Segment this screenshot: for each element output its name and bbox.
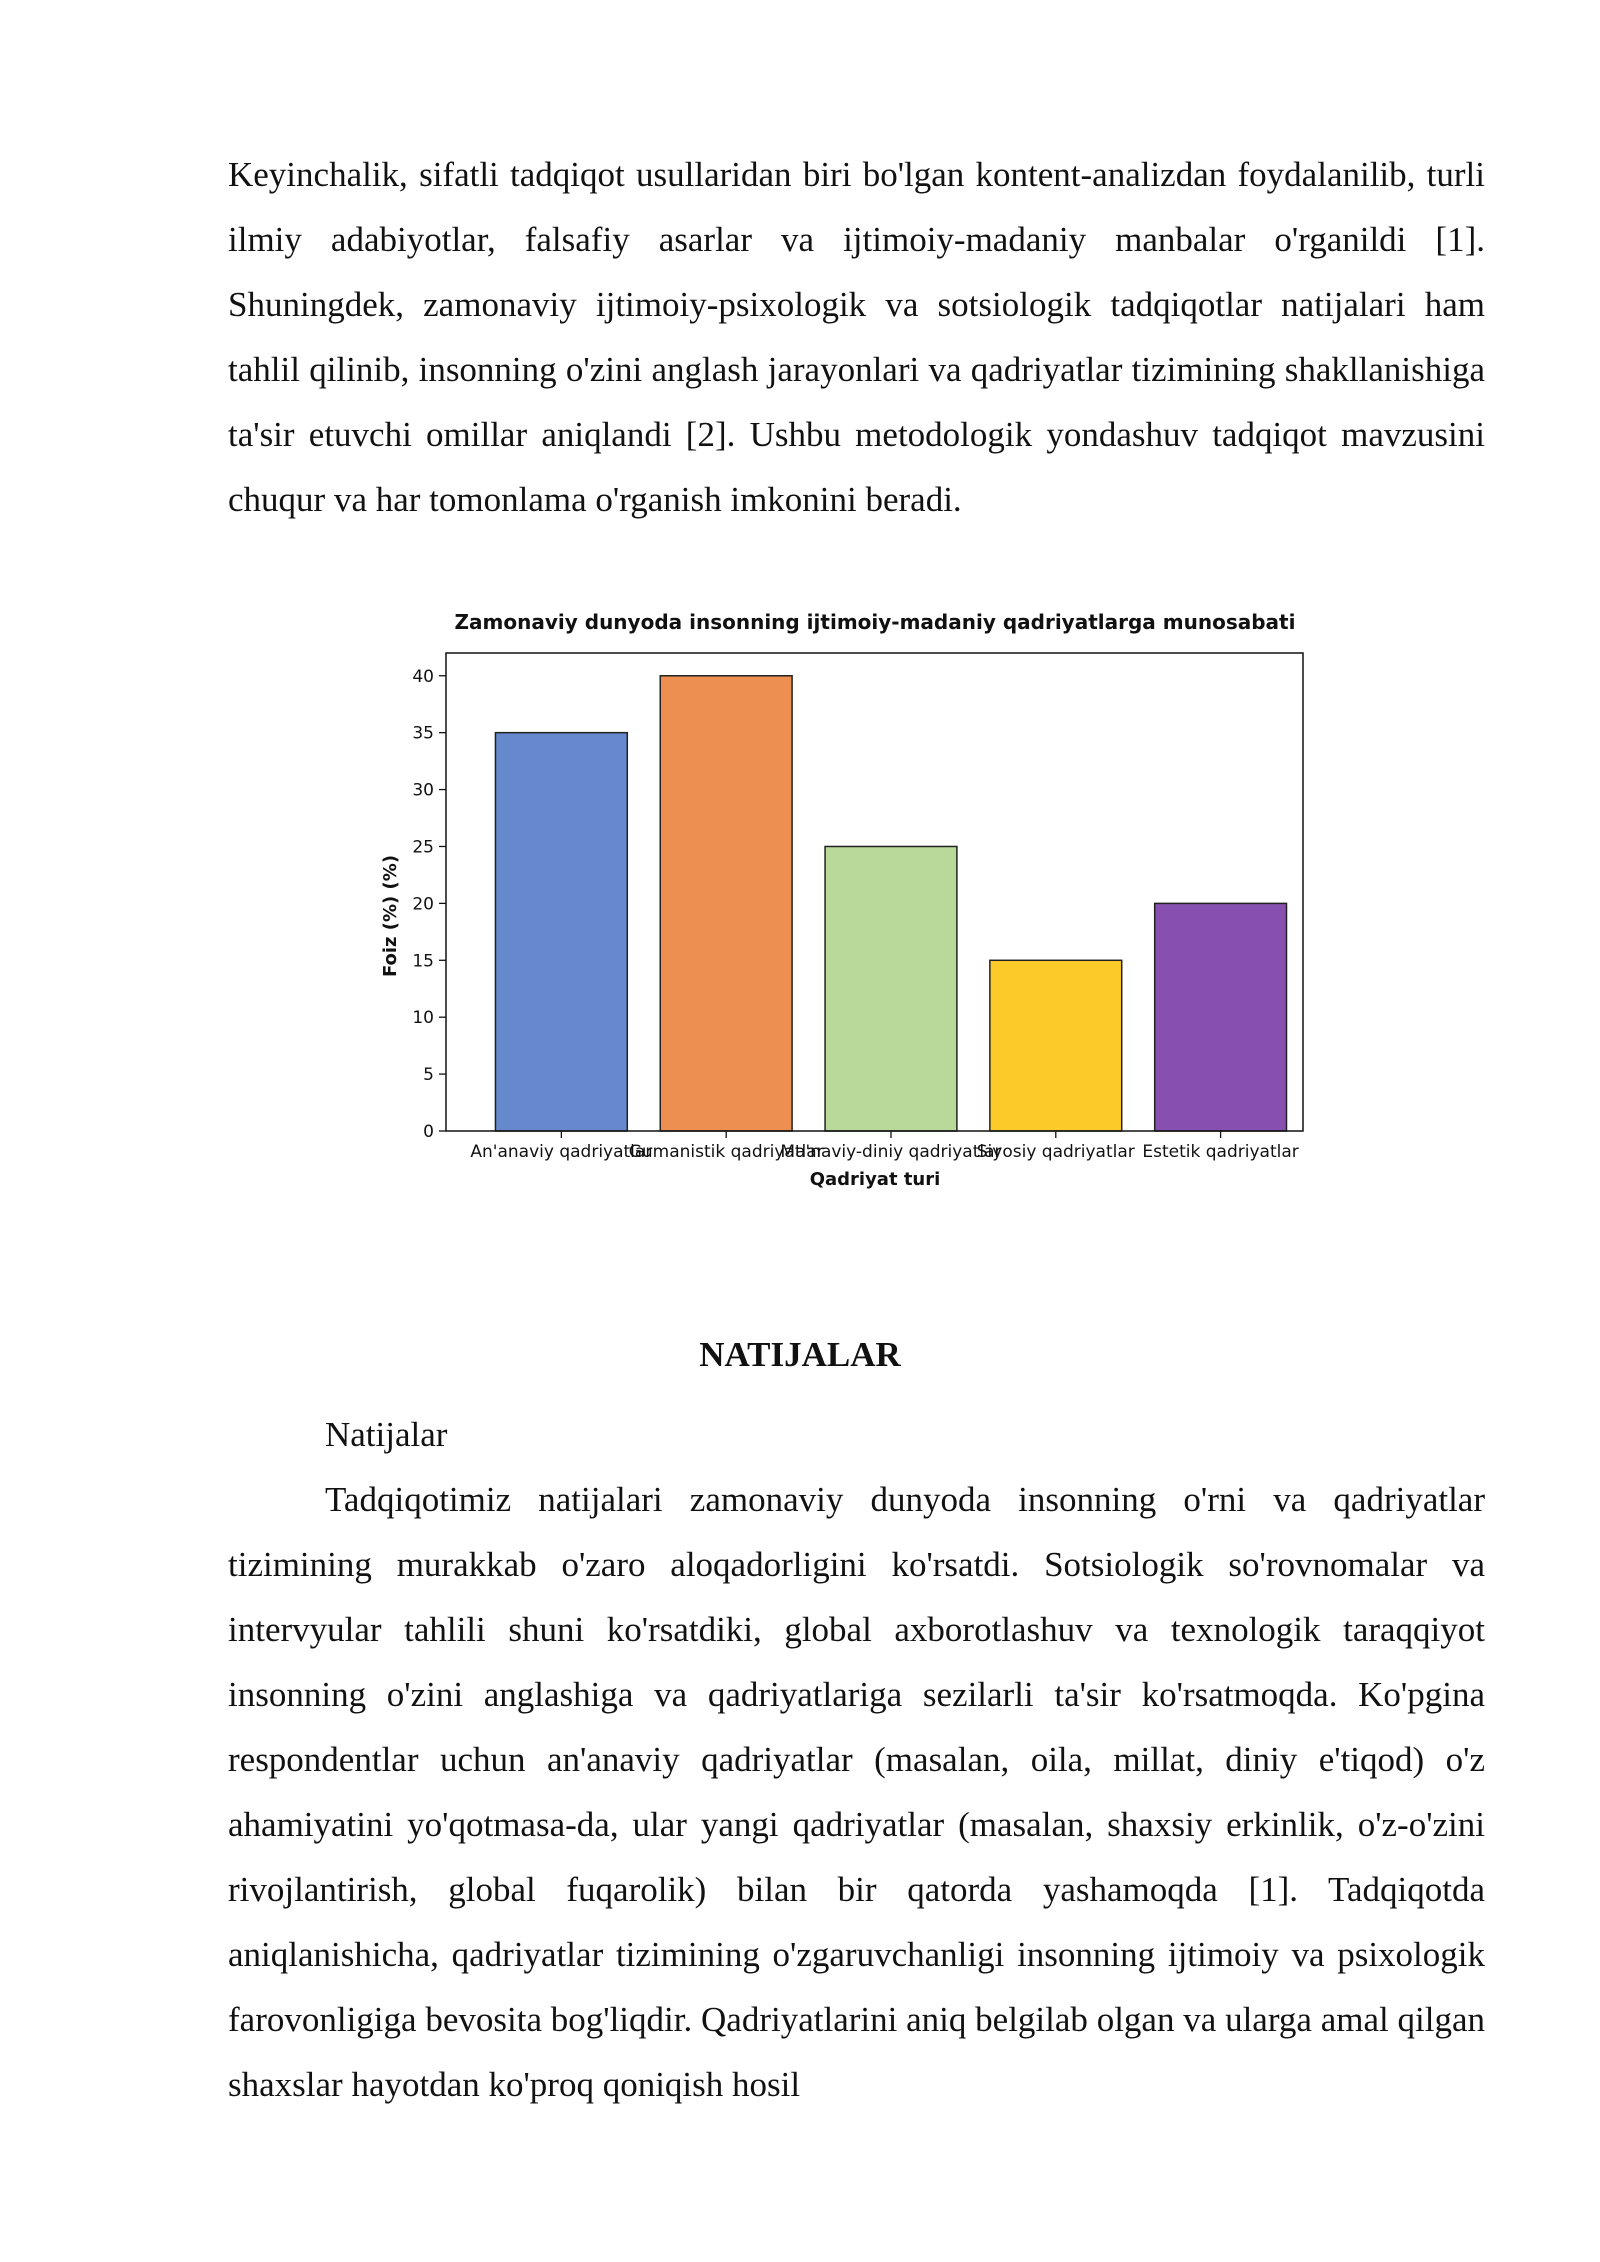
x-tick-label: Gumanistik qadriyatlar [628,1142,824,1162]
bar-0 [495,733,627,1131]
plot-area [412,653,1303,1162]
y-tick-label: 15 [412,951,434,972]
y-tick-label: 40 [412,666,434,687]
y-tick-label: 35 [412,723,434,744]
x-tick-label: Estetik qadriyatlar [1142,1142,1299,1162]
section-heading: NATIJALAR [699,1335,901,1374]
y-tick-label: 5 [423,1065,434,1086]
chart-title: Zamonaviy dunyoda insonning ijtimoiy-madaniy qadriyatlarga munosabati [454,610,1296,634]
bar-2 [825,846,957,1131]
y-tick-label: 25 [412,837,434,858]
bar-3 [990,960,1122,1131]
y-tick-label: 30 [412,780,434,801]
y-tick-label: 20 [412,894,434,915]
y-tick-label: 0 [423,1122,434,1142]
x-axis-label: Qadriyat turi [809,1169,941,1190]
bar-4 [1155,903,1287,1131]
results-paragraph: Tadqiqotimiz natijalari zamonaviy dunyoda insonning o'rni va qadriyatlar tizimining murakkab o'zaro aloqadorligini ko'rsatdi. Sotsiologik so'rovnomalar va intervyular tahlili shuni ko'rsatdiki, global axborotlashuv va texnologik taraqqiyot insonning o'zini anglashiga va qadriyatlariga sezilarli ta'sir ko'rsatmoqda. Ko'pgina respondentlar uchun an'anaviy qadriyatlar (masalan, oila, millat, diniy e'tiqod) o'z ahamiyatini yo'qotmasa-da, ular yangi qadriyatlar (masalan, shaxsiy erkinlik, o'z-o'zini rivojlantirish, global fuqarolik) bilan bir qatorda yashamoqda [1]. Tadqiqotda aniqlanishicha, qadriyatlar tizimining o'zgaruvchanligi insonning ijtimoiy va psixologik farovonligiga bevosita bog'liqdir. Qadriyatlarini aniq belgilab olgan va ularga amal qilgan shaxslar hayotdan ko'proq qoniqish hosil [228,1480,1485,2104]
intro-paragraph: Keyinchalik, sifatli tadqiqot usullaridan biri bo'lgan kontent-analizdan foydalanilib, turli ilmiy adabiyotlar, falsafiy asarlar va ijtimoiy-madaniy manbalar o'rganildi [1]. Shuningdek, zamonaviy ijtimoiy-psixologik va sotsiologik tadqiqotlar natijalari ham tahlil qilinib, insonning o'zini anglash jarayonlari va qadriyatlar tizimining shakllanishiga ta'sir etuvchi omillar aniqlandi [2]. Ushbu metodologik yondashuv tadqiqot mavzusini chuqur va har tomonlama o'rganish imkonini beradi. [228,155,1485,519]
bar-chart [370,605,1330,1205]
section-subheading: Natijalar [325,1415,448,1454]
x-tick-label: Ma'naviy-diniy qadriyatlar [780,1142,1002,1162]
x-tick-label: Siyosiy qadriyatlar [976,1142,1135,1162]
y-axis-label: Foiz (%) (%) [380,854,401,978]
y-tick-label: 10 [412,1008,434,1029]
x-tick-label: An'anaviy qadriyatlar [470,1142,653,1162]
bar-1 [660,676,792,1131]
